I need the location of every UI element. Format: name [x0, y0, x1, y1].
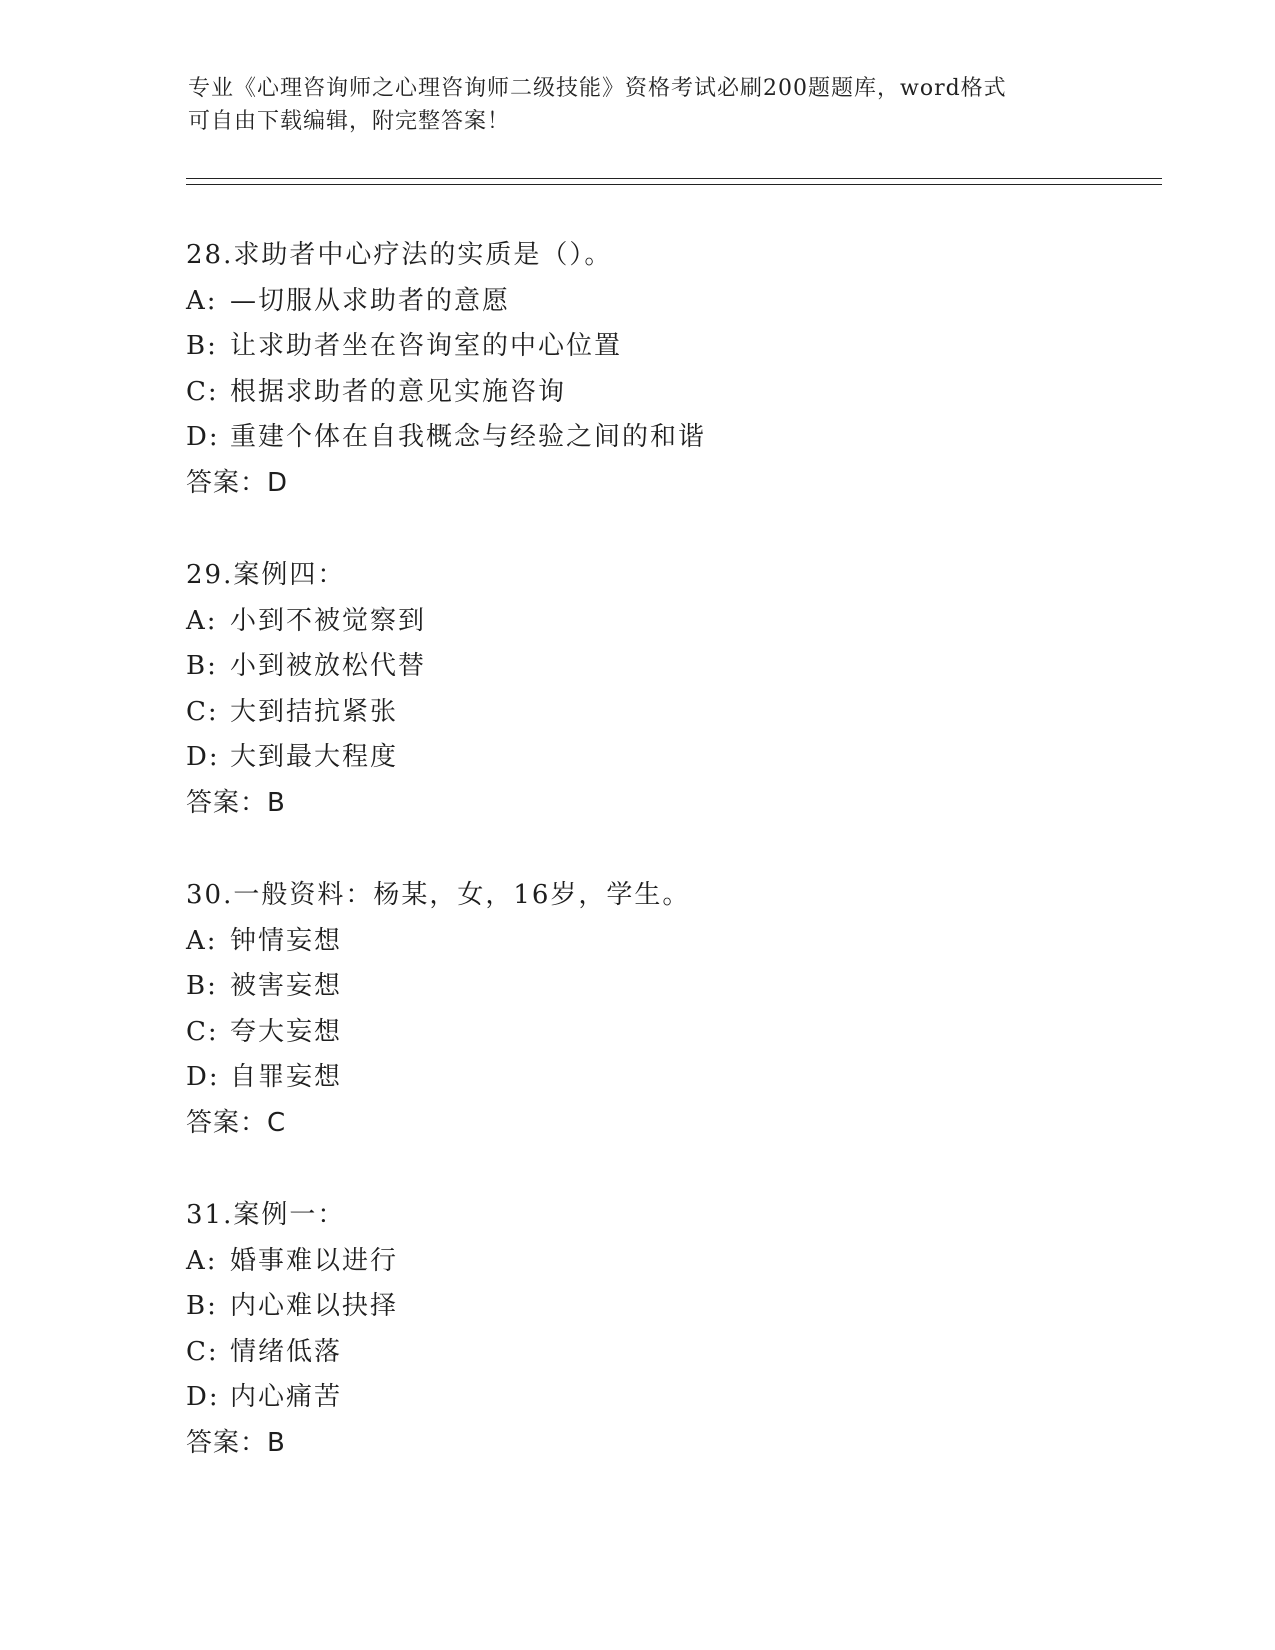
option-key: C: — [186, 1016, 219, 1047]
option-d — [186, 1055, 1136, 1101]
option-key: D: — [186, 1062, 220, 1092]
question-stem: 30.一般资料：杨某，女，16岁，学生。 — [186, 880, 691, 910]
answer-label: 答案：B — [186, 1427, 286, 1458]
option-key: B: — [186, 331, 218, 361]
option-text: 被害妄想 — [230, 971, 343, 1001]
option-a — [186, 279, 1136, 325]
option-key: C: — [186, 696, 219, 727]
question-28 — [186, 233, 1136, 553]
option-key: B: — [186, 651, 218, 681]
option-text: 根据求助者的意见实施咨询 — [230, 376, 567, 407]
option-key: B: — [186, 971, 218, 1001]
option-key: A: — [186, 285, 218, 316]
option-text: 小到不被觉察到 — [230, 605, 427, 636]
question-list — [186, 233, 1136, 1513]
option-key: D: — [186, 742, 220, 772]
answer-label: 答案：D — [186, 467, 289, 498]
option-key: D: — [186, 1382, 220, 1412]
option-text: 内心难以抉择 — [230, 1291, 399, 1321]
option-c — [186, 370, 1136, 416]
option-a — [186, 1239, 1136, 1285]
option-b — [186, 964, 1136, 1010]
question-31 — [186, 1193, 1136, 1513]
answer-label: 答案：B — [186, 787, 286, 818]
question-stem: 29.案例四： — [186, 560, 346, 590]
option-key: B: — [186, 1291, 218, 1321]
header-divider — [186, 178, 1162, 185]
option-key: D: — [186, 422, 220, 452]
option-key: C: — [186, 376, 219, 407]
option-text: —切服从求助者的意愿 — [230, 285, 511, 316]
option-c — [186, 1330, 1136, 1376]
option-text: 大到最大程度 — [230, 742, 399, 772]
option-key: A: — [186, 1245, 218, 1276]
header-line-2: 可自由下载编辑，附完整答案！ — [188, 109, 511, 134]
question-stem: 28.求助者中心疗法的实质是（）。 — [186, 240, 613, 270]
answer-label: 答案：C — [186, 1107, 287, 1138]
option-text: 内心痛苦 — [230, 1382, 343, 1412]
option-d — [186, 1375, 1136, 1421]
header-line-1: 专业《心理咨询师之心理咨询师二级技能》资格考试必刷200题题库，word格式 — [188, 76, 1007, 101]
option-text: 夸大妄想 — [230, 1016, 343, 1047]
option-text: 婚事难以进行 — [230, 1245, 399, 1276]
option-key: C: — [186, 1336, 219, 1367]
option-a — [186, 919, 1136, 965]
option-text: 钟情妄想 — [230, 925, 343, 956]
option-text: 让求助者坐在咨询室的中心位置 — [230, 331, 623, 361]
option-b — [186, 324, 1136, 370]
question-stem: 31.案例一： — [186, 1200, 346, 1230]
option-key: A: — [186, 925, 218, 956]
question-29 — [186, 553, 1136, 873]
option-text: 大到拮抗紧张 — [230, 696, 399, 727]
option-c — [186, 1010, 1136, 1056]
option-b — [186, 644, 1136, 690]
option-text: 自罪妄想 — [230, 1062, 343, 1092]
option-a — [186, 599, 1136, 645]
option-d — [186, 735, 1136, 781]
option-c — [186, 690, 1136, 736]
option-text: 情绪低落 — [230, 1336, 343, 1367]
option-key: A: — [186, 605, 218, 636]
document-header — [188, 72, 1088, 138]
option-b — [186, 1284, 1136, 1330]
option-text: 重建个体在自我概念与经验之间的和谐 — [230, 422, 707, 452]
question-30 — [186, 873, 1136, 1193]
option-d — [186, 415, 1136, 461]
option-text: 小到被放松代替 — [230, 651, 427, 681]
